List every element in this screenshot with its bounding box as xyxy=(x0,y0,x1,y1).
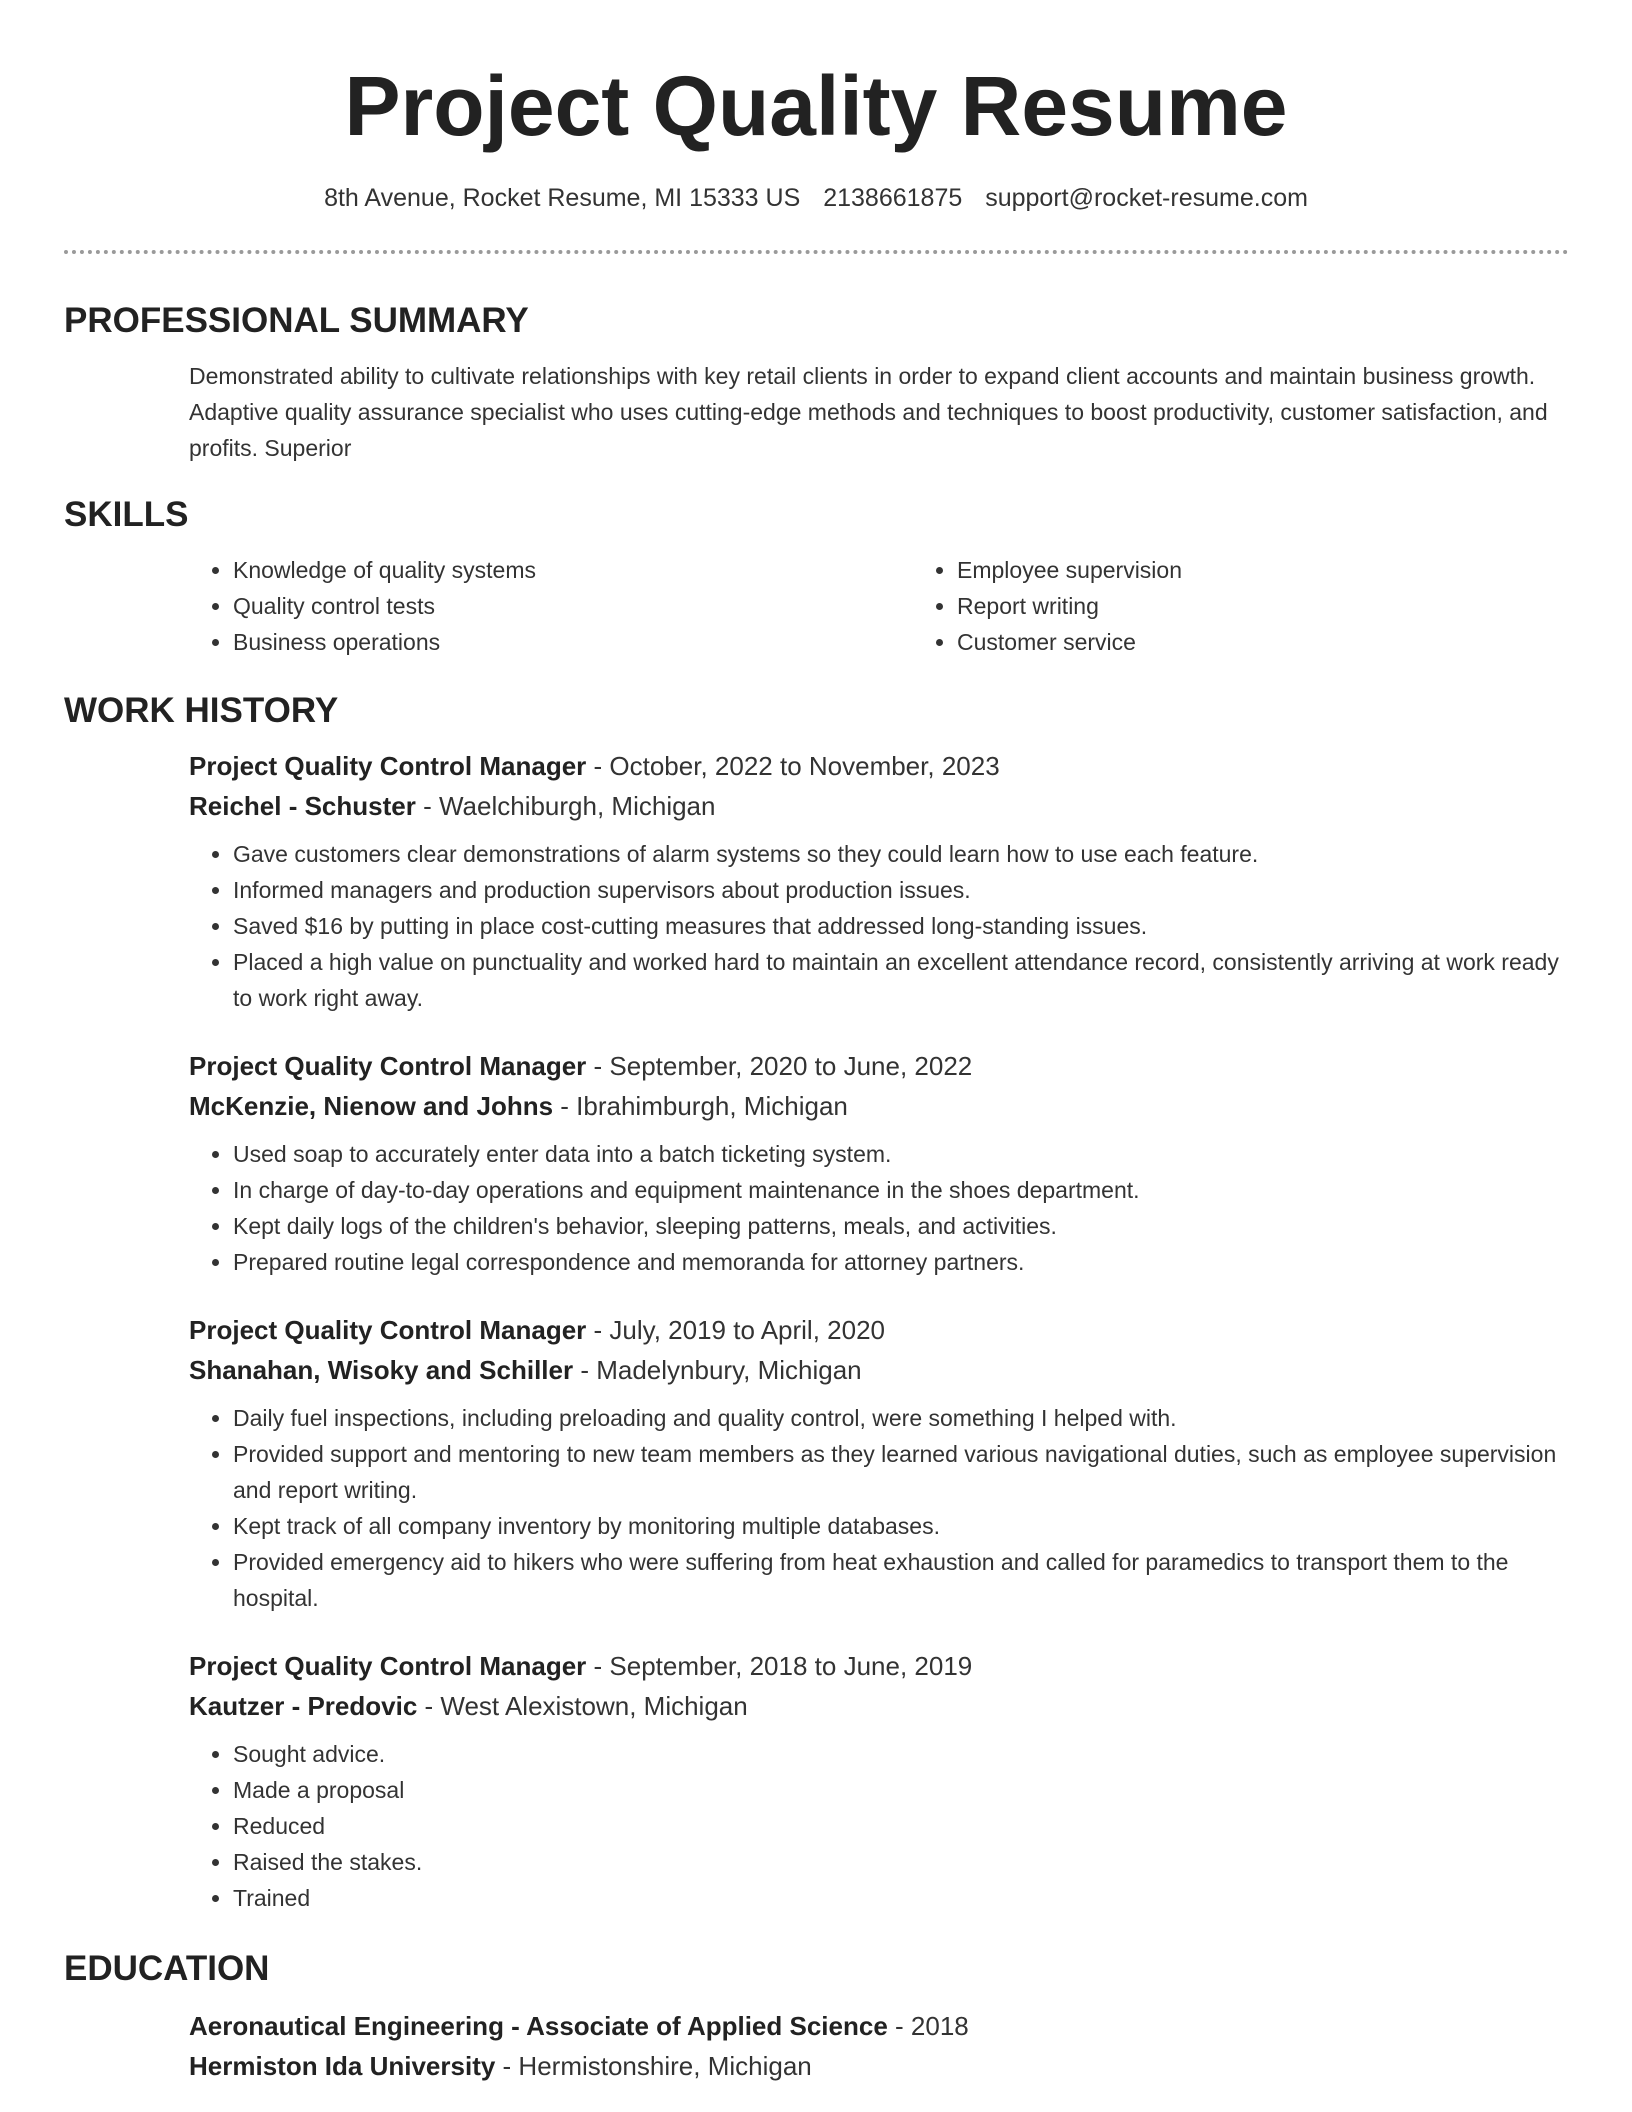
job-bullets xyxy=(189,1136,1569,1280)
skill-item: • Employee supervision xyxy=(957,552,1632,588)
skill-item: • Business operations xyxy=(233,624,913,660)
job-role: Project Quality Control Manager xyxy=(189,1051,587,1081)
job-role: Project Quality Control Manager xyxy=(189,1651,587,1681)
header-divider xyxy=(64,250,1569,254)
education-entry xyxy=(189,2006,1569,2086)
contact-email: support@rocket-resume.com xyxy=(985,184,1308,212)
job-role: Project Quality Control Manager xyxy=(189,751,587,781)
job-bullets xyxy=(189,1736,1569,1916)
education-degree-line xyxy=(189,2006,1569,2046)
job-bullet: • Made a proposal xyxy=(233,1772,1569,1808)
skills-heading: SKILLS xyxy=(64,495,189,534)
job-location: - West Alexistown, Michigan xyxy=(417,1691,748,1721)
job-bullet: • Placed a high value on punctuality and worked hard to maintain an excellent attendance record, consistently arriving at work ready to work right away. xyxy=(233,944,1569,1016)
job-bullet: • Used soap to accurately enter data into a batch ticketing system. xyxy=(233,1136,1569,1172)
job-bullet: • Provided emergency aid to hikers who were suffering from heat exhaustion and called for paramedics to transport them to the hospital. xyxy=(233,1544,1569,1616)
summary-heading: PROFESSIONAL SUMMARY xyxy=(64,301,529,340)
skill-item: • Knowledge of quality systems xyxy=(233,552,913,588)
resume-name: Project Quality Resume xyxy=(344,59,1288,153)
resume-content xyxy=(64,298,1569,2086)
job-location: - Ibrahimburgh, Michigan xyxy=(553,1091,848,1121)
summary-text: Demonstrated ability to cultivate relationships with key retail clients in order to expand client accounts and maintain business growth. Adaptive quality assurance specialist who uses cutting-edge methods and techniques to boost productivity, customer satisfaction, and profits. Superior xyxy=(189,363,1548,461)
job-bullet: • Provided support and mentoring to new team members as they learned various navigational duties, such as employee supervision and report writing. xyxy=(233,1436,1569,1508)
job-dates: - September, 2020 to June, 2022 xyxy=(586,1051,973,1081)
job-bullet: • Sought advice. xyxy=(233,1736,1569,1772)
contact-phone: 2138661875 xyxy=(823,184,963,212)
job-company: Reichel - Schuster xyxy=(189,791,416,821)
job-dates: - October, 2022 to November, 2023 xyxy=(586,751,1000,781)
job-bullets xyxy=(189,836,1569,1016)
job-bullet: • Informed managers and production supervisors about production issues. xyxy=(233,872,1569,908)
job-bullet: • Gave customers clear demonstrations of alarm systems so they could learn how to use each feature. xyxy=(233,836,1569,872)
skills-column-right xyxy=(913,552,1632,660)
contact-line xyxy=(0,182,1632,214)
job-entry xyxy=(189,1646,1569,1916)
job-dates: - September, 2018 to June, 2019 xyxy=(586,1651,973,1681)
job-title-line xyxy=(189,1310,1569,1350)
job-bullet: • Daily fuel inspections, including preloading and quality control, were something I helped with. xyxy=(233,1400,1569,1436)
education-location: - Hermistonshire, Michigan xyxy=(495,2051,812,2081)
education-heading: EDUCATION xyxy=(64,1949,270,1988)
job-entry xyxy=(189,1046,1569,1280)
job-company-line xyxy=(189,1350,1569,1390)
job-company: Kautzer - Predovic xyxy=(189,1691,418,1721)
job-title-line xyxy=(189,746,1569,786)
job-title-line xyxy=(189,1046,1569,1086)
education-school: Hermiston Ida University xyxy=(189,2051,496,2081)
job-bullet: • Saved $16 by putting in place cost-cutting measures that addressed long-standing issues. xyxy=(233,908,1569,944)
job-bullet: • In charge of day-to-day operations and equipment maintenance in the shoes department. xyxy=(233,1172,1569,1208)
job-company-line xyxy=(189,1086,1569,1126)
job-entry xyxy=(189,746,1569,1016)
job-company: McKenzie, Nienow and Johns xyxy=(189,1091,554,1121)
job-bullet: • Reduced xyxy=(233,1808,1569,1844)
job-bullet: • Kept daily logs of the children's behavior, sleeping patterns, meals, and activities. xyxy=(233,1208,1569,1244)
skills-column-left xyxy=(189,552,913,660)
skills-list xyxy=(189,552,1569,660)
education-school-line xyxy=(189,2046,1569,2086)
education-year: - 2018 xyxy=(887,2011,969,2041)
job-bullet: • Raised the stakes. xyxy=(233,1844,1569,1880)
job-company-line xyxy=(189,786,1569,826)
job-role: Project Quality Control Manager xyxy=(189,1315,587,1345)
job-title-line xyxy=(189,1646,1569,1686)
job-dates: - July, 2019 to April, 2020 xyxy=(586,1315,885,1345)
job-location: - Madelynbury, Michigan xyxy=(573,1355,862,1385)
skill-item: • Customer service xyxy=(957,624,1632,660)
job-entry xyxy=(189,1310,1569,1616)
education-degree: Aeronautical Engineering - Associate of Applied Science xyxy=(189,2011,888,2041)
skill-item: • Quality control tests xyxy=(233,588,913,624)
job-bullet: • Prepared routine legal correspondence and memoranda for attorney partners. xyxy=(233,1244,1569,1280)
job-bullet: • Trained xyxy=(233,1880,1569,1916)
job-bullets xyxy=(189,1400,1569,1616)
job-company-line xyxy=(189,1686,1569,1726)
contact-address: 8th Avenue, Rocket Resume, MI 15333 US xyxy=(324,184,801,212)
job-company: Shanahan, Wisoky and Schiller xyxy=(189,1355,574,1385)
job-location: - Waelchiburgh, Michigan xyxy=(415,791,716,821)
work-history-heading: WORK HISTORY xyxy=(64,691,339,730)
skill-item: • Report writing xyxy=(957,588,1632,624)
job-bullet: • Kept track of all company inventory by monitoring multiple databases. xyxy=(233,1508,1569,1544)
